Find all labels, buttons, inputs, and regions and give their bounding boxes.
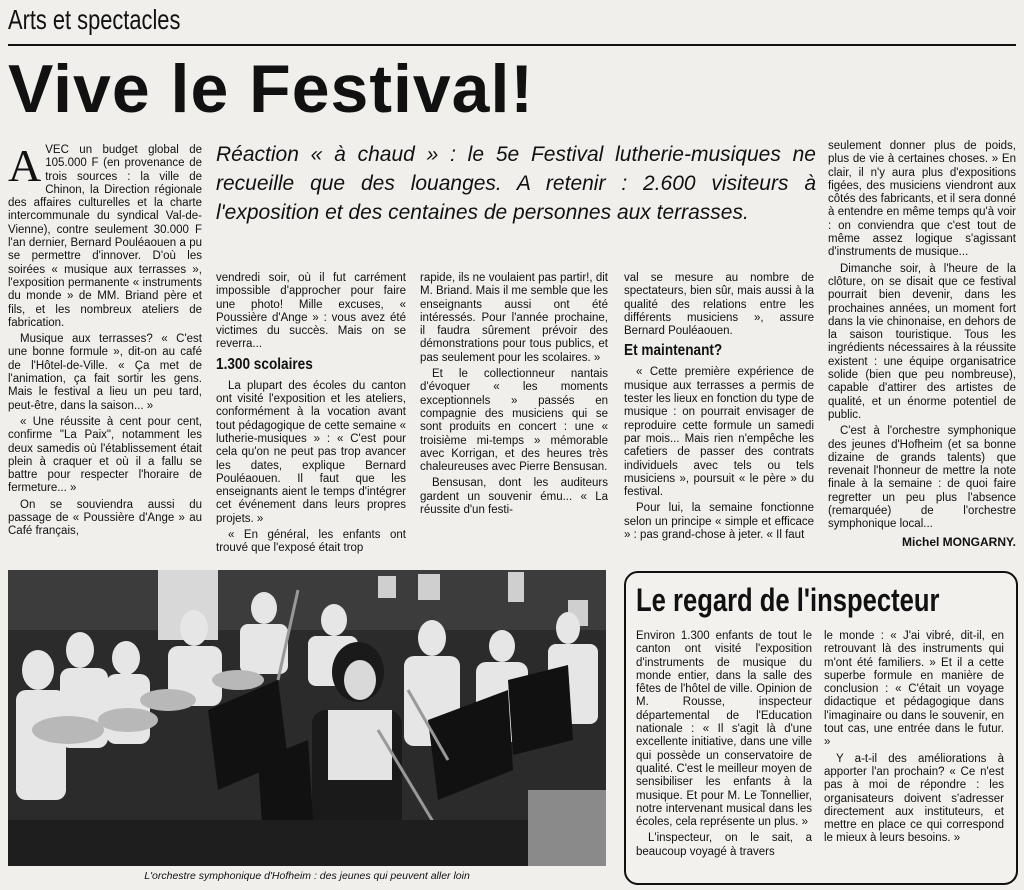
paragraph: « Cette première expérience de musique aux terrasses a permis de tester les lieux en fonction du type de musique : on pourrait envisager de reproduire cette formule un samedi par mois... Mais rien n'empêche les cafetiers de passer des contrats individuels avec tels ou tels musiciens », poursuit « le père » du festival.: [624, 366, 814, 499]
byline: Michel MONGARNY.: [901, 534, 1016, 549]
orchestra-photo-graphic: [8, 570, 606, 866]
paragraph: le monde : « J'ai vibré, dit-il, en retrouvant là des instruments qui m'ont été familiers. » Et il a cette superbe formule en manière de conclusion : « C'était un voyage didactique et pédagogique dans l'imaginaire ou dans le souvenir, en tout cas, une entrée dans le futur. »: [824, 630, 1004, 749]
paragraph: Bensusan, dont les auditeurs gardent un souvenir ému... « La réussite d'un festi-: [420, 477, 608, 517]
paragraph: Y a-t-il des améliorations à apporter l'an prochain? « Ce n'est pas à moi de répondre : les organisateurs doivent s'adresser directement aux instituteurs, et mettre en place ce qui correspond le mieux à leurs besoins. »: [824, 752, 1004, 845]
paragraph: « Une réussite à cent pour cent, confirme "La Paix", notamment les deux samedis où l'établissement était plein à craquer et où il a fallu se battre pour respecter l'horaire de fermeture... »: [8, 415, 202, 495]
orchestra-photo: [8, 570, 606, 866]
paragraph: On se souviendra aussi du passage de « Poussière d'Ange » au Café français,: [8, 498, 202, 538]
section-label: Arts et spectacles: [8, 4, 181, 35]
paragraph: La plupart des écoles du canton ont visité l'exposition et les ateliers, conformément à la vocation avant tout pédagogique de cette semaine « lutherie-musiques » : « C'est pour cela qu'on ne peut pas trop avancer les dates, explique Bernard Pouléaouen. Il faut que les enseignants aient le temps d'intégrer cet événement dans leurs propres projets. »: [216, 379, 406, 525]
paragraph: vendredi soir, où il fut carrément impossible d'approcher pour faire une photo! Mille excuses, « Poussière d'Ange » : vous avez été victimes du succès. Mais on se reverra...: [216, 272, 406, 351]
paragraph: VEC un budget global de 105.000 F (en provenance de trois sources : la ville de Chinon, la Direction régionale des affaires culturelles et la charte intercommunale du syndical Val-de-Vienne), contre seulement 30.000 F l'an dernier, Bernard Pouléaouen a pu se permettre d'innover. D'où les soirées « musique aux terrasses », l'exposition permanente « instruments du monde » de MM. Briand père et fils, et les nombreux ateliers de fabrication.: [8, 144, 202, 329]
paragraph: L'inspecteur, on le sait, a beaucoup voyagé à travers: [636, 832, 812, 858]
paragraph: Pour lui, la semaine fonctionne selon un principe « simple et efficace » : pas grand-chose à jeter. « Il faut: [624, 502, 814, 542]
standfirst: Réaction « à chaud » : le 5e Festival lutherie-musiques ne recueille que des louanges. A retenir : 2.600 visiteurs à l'exposition et des centaines de personnes aux terrasses.: [216, 143, 816, 224]
column-3: [420, 272, 608, 520]
column-4: [624, 272, 814, 545]
subheading: 1.300 scolaires: [216, 355, 313, 373]
sidebar-column-2: [824, 630, 1004, 849]
paragraph: « En général, les enfants ont trouvé que l'exposé était trop: [216, 529, 406, 555]
section-rule: [8, 44, 1016, 46]
paragraph: Musique aux terrasses? « C'est une bonne formule », dit-on au café de l'Hôtel-de-Ville. « Ça met de l'animation, ça fait sortir les gens. Mais le festival a lieu un peu tard, peut-être, dans la saison... »: [8, 333, 202, 412]
drop-cap: A: [8, 140, 42, 191]
paragraph: Environ 1.300 enfants de tout le canton ont visité l'exposition d'instruments de musique du monde entier, dans la salle des fêtes de l'hôtel de ville. Opinion de M. Rousse, inspecteur départemental de l'Education nationale : « Il s'agit là d'une excellente initiative, dans une ville qui possède un conservatoire de qualité. C'est le meilleur moyen de sensibiliser les enfants à la musique. Et pour M. Le Tonnellier, notre intervenant musical dans les écoles, cela représente un plus. »: [636, 630, 812, 829]
paragraph: C'est à l'orchestre symphonique des jeunes d'Hofheim (et sa bonne dizaine de grands talents) que revenait l'honneur de mettre la note finale à la semaine : de quoi faire regretter un peu plus l'absence (remarquée) de l'orchestre symphonique local...: [828, 425, 1016, 531]
headline: Vive le Festival!: [8, 51, 535, 127]
subheading: Et maintenant?: [624, 342, 723, 360]
paragraph: rapide, ils ne voulaient pas partir!, dit M. Briand. Mais il me semble que les enseignants aussi ont été intéressés. Pour l'année prochaine, il faudra sûrement prévoir des démonstrations pour tous publics, et pas seulement pour les scolaires. »: [420, 272, 608, 364]
paragraph: Dimanche soir, à l'heure de la clôture, on se disait que ce festival pourrait bien devenir, dans les prochaines années, un moment fort dans la vie chinonaise, en dehors de la saison touristique. Tous les ingrédients nécessaires à la réussite existent : une équipe organisatrice solide (bien que peu nombreuse), capable d'attirer des artistes de qualité, et un énorme potentiel de public.: [828, 262, 1016, 421]
paragraph: seulement donner plus de poids, plus de vie à certaines choses. » En clair, il n'y aura plus d'expositions figées, des musiciens viendront aux côtés des fabricants, et il sera donné à entendre en même temps qu'à voir : on conviendra que c'est tout de même assez logique s'agissant d'instruments de musique...: [828, 140, 1016, 259]
paragraph: Et le collectionneur nantais d'évoquer « les moments exceptionnels » passés en compagnie des musiciens qui se sont produits en concert : une « troisième mi-temps » mémorable avec Korrigan, et des heures très chaleureuses avec Pierre Bensusan.: [420, 368, 608, 474]
column-5: [828, 140, 1016, 549]
sidebar-title: Le regard de l'inspecteur: [636, 582, 940, 618]
column-1: [8, 140, 202, 542]
photo-caption: L'orchestre symphonique d'Hofheim : des jeunes qui peuvent aller loin: [144, 870, 470, 882]
sidebar-column-1: [636, 630, 812, 862]
paragraph: val se mesure au nombre de spectateurs, bien sûr, mais aussi à la qualité des relations entre les différents musiciens », assure Bernard Pouléaouen.: [624, 272, 814, 338]
column-2: [216, 272, 406, 559]
